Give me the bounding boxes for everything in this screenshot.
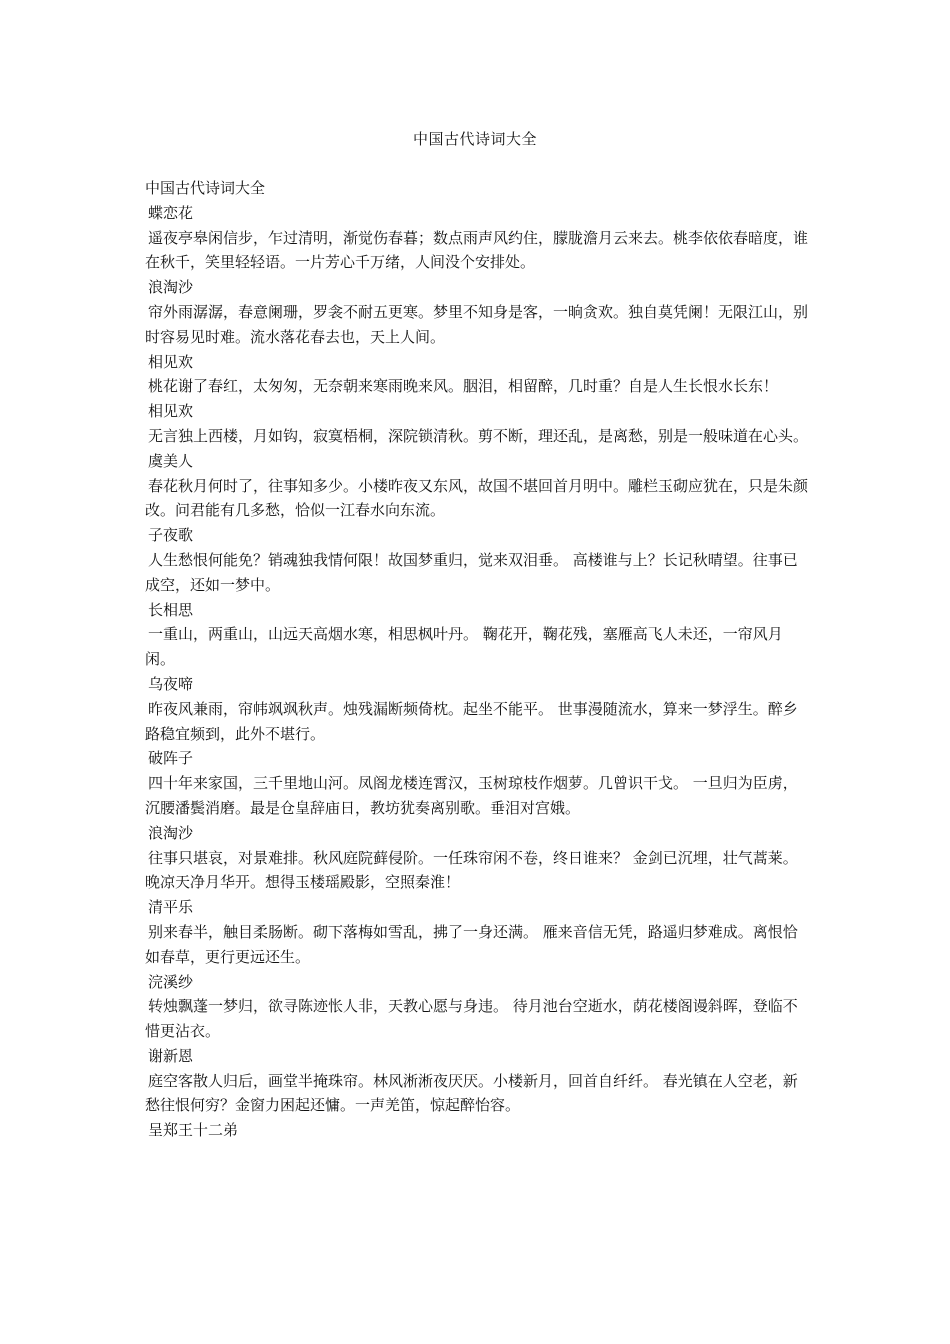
poem-body: 春花秋月何时了，往事知多少。小楼昨夜又东风，故国不堪回首月明中。雕栏玉砌应犹在，只是朱颜改。问君能有几多愁，恰似一江春水向东流。	[145, 476, 809, 520]
poem-body: 转烛飘蓬一梦归，欲寻陈迹怅人非，天教心愿与身违。 待月池台空逝水，荫花楼阁谩斜晖，登临不惜更沾衣。	[145, 997, 798, 1041]
poem-title: 长相思	[148, 600, 194, 619]
poem-body: 往事只堪哀，对景难排。秋风庭院藓侵阶。一任珠帘闲不卷，终日谁来？ 金剑已沉埋，壮气蒿莱。晚凉天净月华开。想得玉楼瑶殿影，空照秦淮！	[145, 848, 798, 892]
document-content	[145, 176, 810, 1143]
poem-title: 呈郑王十二弟	[148, 1121, 239, 1140]
poem-body: 一重山，两重山，山远天高烟水寒，相思枫叶丹。 鞠花开，鞠花残，塞雁高飞人未还，一帘风月闲。	[145, 625, 783, 669]
poem-body: 庭空客散人归后，画堂半掩珠帘。林风淅淅夜厌厌。小楼新月，回首自纤纤。 春光镇在人空老，新愁往恨何穷？金窗力困起还慵。一声羌笛，惊起醉怡容。	[145, 1071, 798, 1115]
poem-title: 子夜歌	[148, 526, 194, 545]
poem-title: 清平乐	[148, 898, 194, 917]
poem-title: 谢新恩	[148, 1046, 194, 1065]
poem-title: 相见欢	[148, 402, 194, 421]
poem-body: 桃花谢了春红，太匆匆，无奈朝来寒雨晚来风。胭泪，相留醉，几时重？自是人生长恨水长东！	[148, 377, 779, 396]
poem-title: 乌夜啼	[148, 674, 194, 693]
poem-body: 遥夜亭皋闲信步，乍过清明，渐觉伤春暮；数点雨声风约住，朦胧澹月云来去。桃李依依春暗度，谁在秋千，笑里轻轻语。一片芳心千万绪，人间没个安排处。	[145, 228, 809, 272]
poem-body: 昨夜风兼雨，帘帏飒飒秋声。烛残漏断频倚枕。起坐不能平。 世事漫随流水，算来一梦浮生。醉乡路稳宜频到，此外不堪行。	[145, 699, 798, 743]
poem-body: 别来春半，触目柔肠断。砌下落梅如雪乱，拂了一身还满。 雁来音信无凭，路遥归梦难成。离恨恰如春草，更行更远还生。	[145, 922, 798, 966]
document-title: 中国古代诗词大全	[412, 130, 537, 148]
poem-title: 浪淘沙	[148, 823, 194, 842]
poem-body: 帘外雨潺潺，春意阑珊，罗衾不耐五更寒。梦里不知身是客，一晌贪欢。独自莫凭阑！无限江山，别时容易见时难。流水落花春去也，天上人间。	[145, 302, 809, 346]
poem-body: 四十年来家国，三千里地山河。凤阁龙楼连霄汉，玉树琼枝作烟萝。几曾识干戈。 一旦归为臣虏，沉腰潘鬓消磨。最是仓皇辞庙日，教坊犹奏离别歌。垂泪对宫娥。	[145, 774, 798, 817]
poem-title: 浪淘沙	[148, 278, 194, 297]
poem-title: 破阵子	[148, 749, 194, 768]
poem-title: 虞美人	[148, 451, 194, 470]
poem-title: 相见欢	[148, 352, 194, 371]
poem-body: 无言独上西楼，月如钩，寂寞梧桐，深院锁清秋。剪不断，理还乱，是离愁，别是一般味道在心头。	[148, 426, 809, 445]
section-heading: 中国古代诗词大全	[145, 179, 266, 197]
poem-title: 蝶恋花	[148, 203, 194, 222]
poem-title: 浣溪纱	[148, 972, 194, 991]
poem-body: 人生愁恨何能免？销魂独我情何限！故国梦重归，觉来双泪垂。 高楼谁与上？长记秋晴望。往事已成空，还如一梦中。	[145, 550, 798, 594]
